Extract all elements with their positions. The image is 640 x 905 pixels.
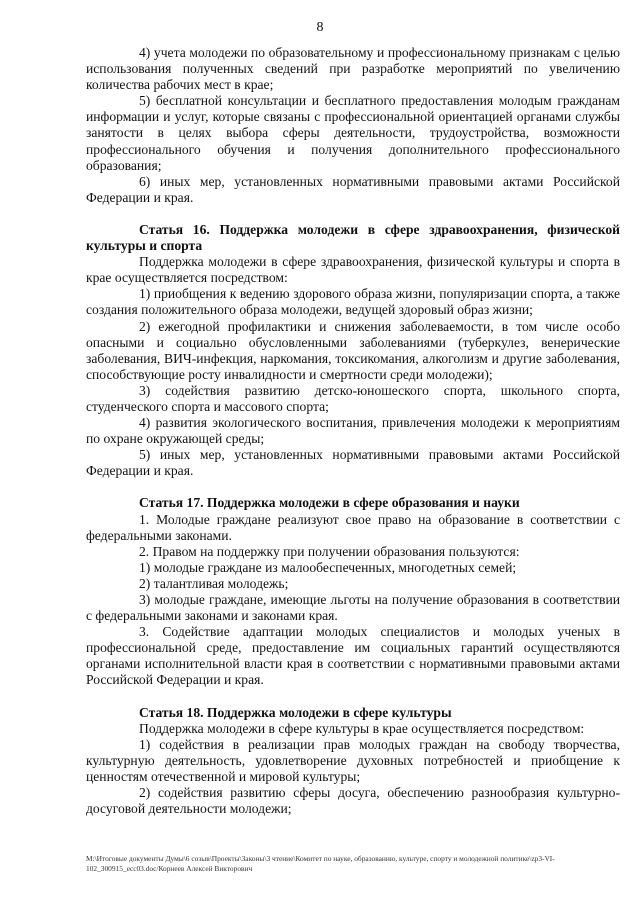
list-item: 2) ежегодной профилактики и снижения заболеваемости, в том числе особо опасными и социально обусловленными заболеваниями (туберкулез, венерические заболевания, ВИЧ-инфекция, наркомания, токсикомания, алкоголизм и другие заболевания, способствующие росту инвалидности и смертности среди молодежи); xyxy=(86,318,620,382)
article-18-intro: Поддержка молодежи в сфере культуры в крае осуществляется посредством: xyxy=(139,720,585,736)
list-item: 1) приобщения к ведению здорового образа жизни, популяризации спорта, а также создания положительного образа молодежи, ведущей здоровый образ жизни; xyxy=(86,286,620,318)
paragraph: 3. Содействие адаптации молодых специалистов и молодых ученых в профессиональной среде, предоставление им социальных гарантий осуществляются органами исполнительной власти края в соответствии с нормативными правовыми актами Российской Федерации и края. xyxy=(86,624,620,688)
article-18-heading: Статья 18. Поддержка молодежи в сфере культуры xyxy=(139,704,452,720)
list-item: 1) молодые граждане из малообеспеченных, многодетных семей; xyxy=(139,559,517,575)
paragraph: 1. Молодые граждане реализуют свое право на образование в соответствии с федеральными законами. xyxy=(86,511,620,543)
footer-line-1: М:\Итоговые документы Думы\6 созыв\Проекты\Законы\3 чтение\Комитет по науке, образованию, культуре, спорту и молодежной политике\zp3-VI- xyxy=(86,854,555,863)
file-path-footer xyxy=(86,854,606,874)
list-item: 1) содействия в реализации прав молодых граждан на свободу творчества, культурную деятельность, удовлетворение духовных потребностей и приобщение к ценностям отечественной и мировой культуры; xyxy=(86,736,620,784)
page-number: 8 xyxy=(316,20,324,35)
list-item: 2) талантливая молодежь; xyxy=(139,575,289,591)
list-item: 3) молодые граждане, имеющие льготы на получение образования в соответствии с федеральными законами и законами края. xyxy=(86,592,620,624)
document-body xyxy=(86,45,620,817)
list-item: 5) иных мер, установленных нормативными правовыми актами Российской Федерации и края. xyxy=(86,447,620,479)
paragraph: 2. Правом на поддержку при получении образования пользуются: xyxy=(139,543,520,559)
list-item: 4) учета молодежи по образовательному и профессиональному признакам с целью использования полученных сведений при разработке мероприятий по увеличению количества рабочих мест в крае; xyxy=(86,45,620,93)
footer-line-2: 102_300915_ecc03.doc/Корнеев Алексей Викторович xyxy=(86,864,253,873)
list-item: 3) содействия развитию детско-юношеского спорта, школьного спорта, студенческого спорта и массового спорта; xyxy=(86,382,620,414)
article-17-heading: Статья 17. Поддержка молодежи в сфере образования и науки xyxy=(139,495,520,511)
article-16-intro: Поддержка молодежи в сфере здравоохранения, физической культуры и спорта в крае осуществляется посредством: xyxy=(86,254,620,286)
article-16-heading: Статья 16. Поддержка молодежи в сфере здравоохранения, физической культуры и спорта xyxy=(86,221,620,254)
list-item: 6) иных мер, установленных нормативными правовыми актами Российской Федерации и края. xyxy=(86,173,620,205)
list-item: 5) бесплатной консультации и бесплатного предоставления молодым гражданам информации и услуг, которые связаны с профессиональной ориентацией органами службы занятости в целях выбора сферы деятельности, трудоустройства, возможности профессионального обучения и получения дополнительного профессионального образования; xyxy=(86,93,620,173)
list-item: 4) развития экологического воспитания, привлечения молодежи к мероприятиям по охране окружающей среды; xyxy=(86,415,620,447)
list-item: 2) содействия развитию сферы досуга, обеспечению разнообразия культурно-досуговой деятельности молодежи; xyxy=(86,785,620,817)
